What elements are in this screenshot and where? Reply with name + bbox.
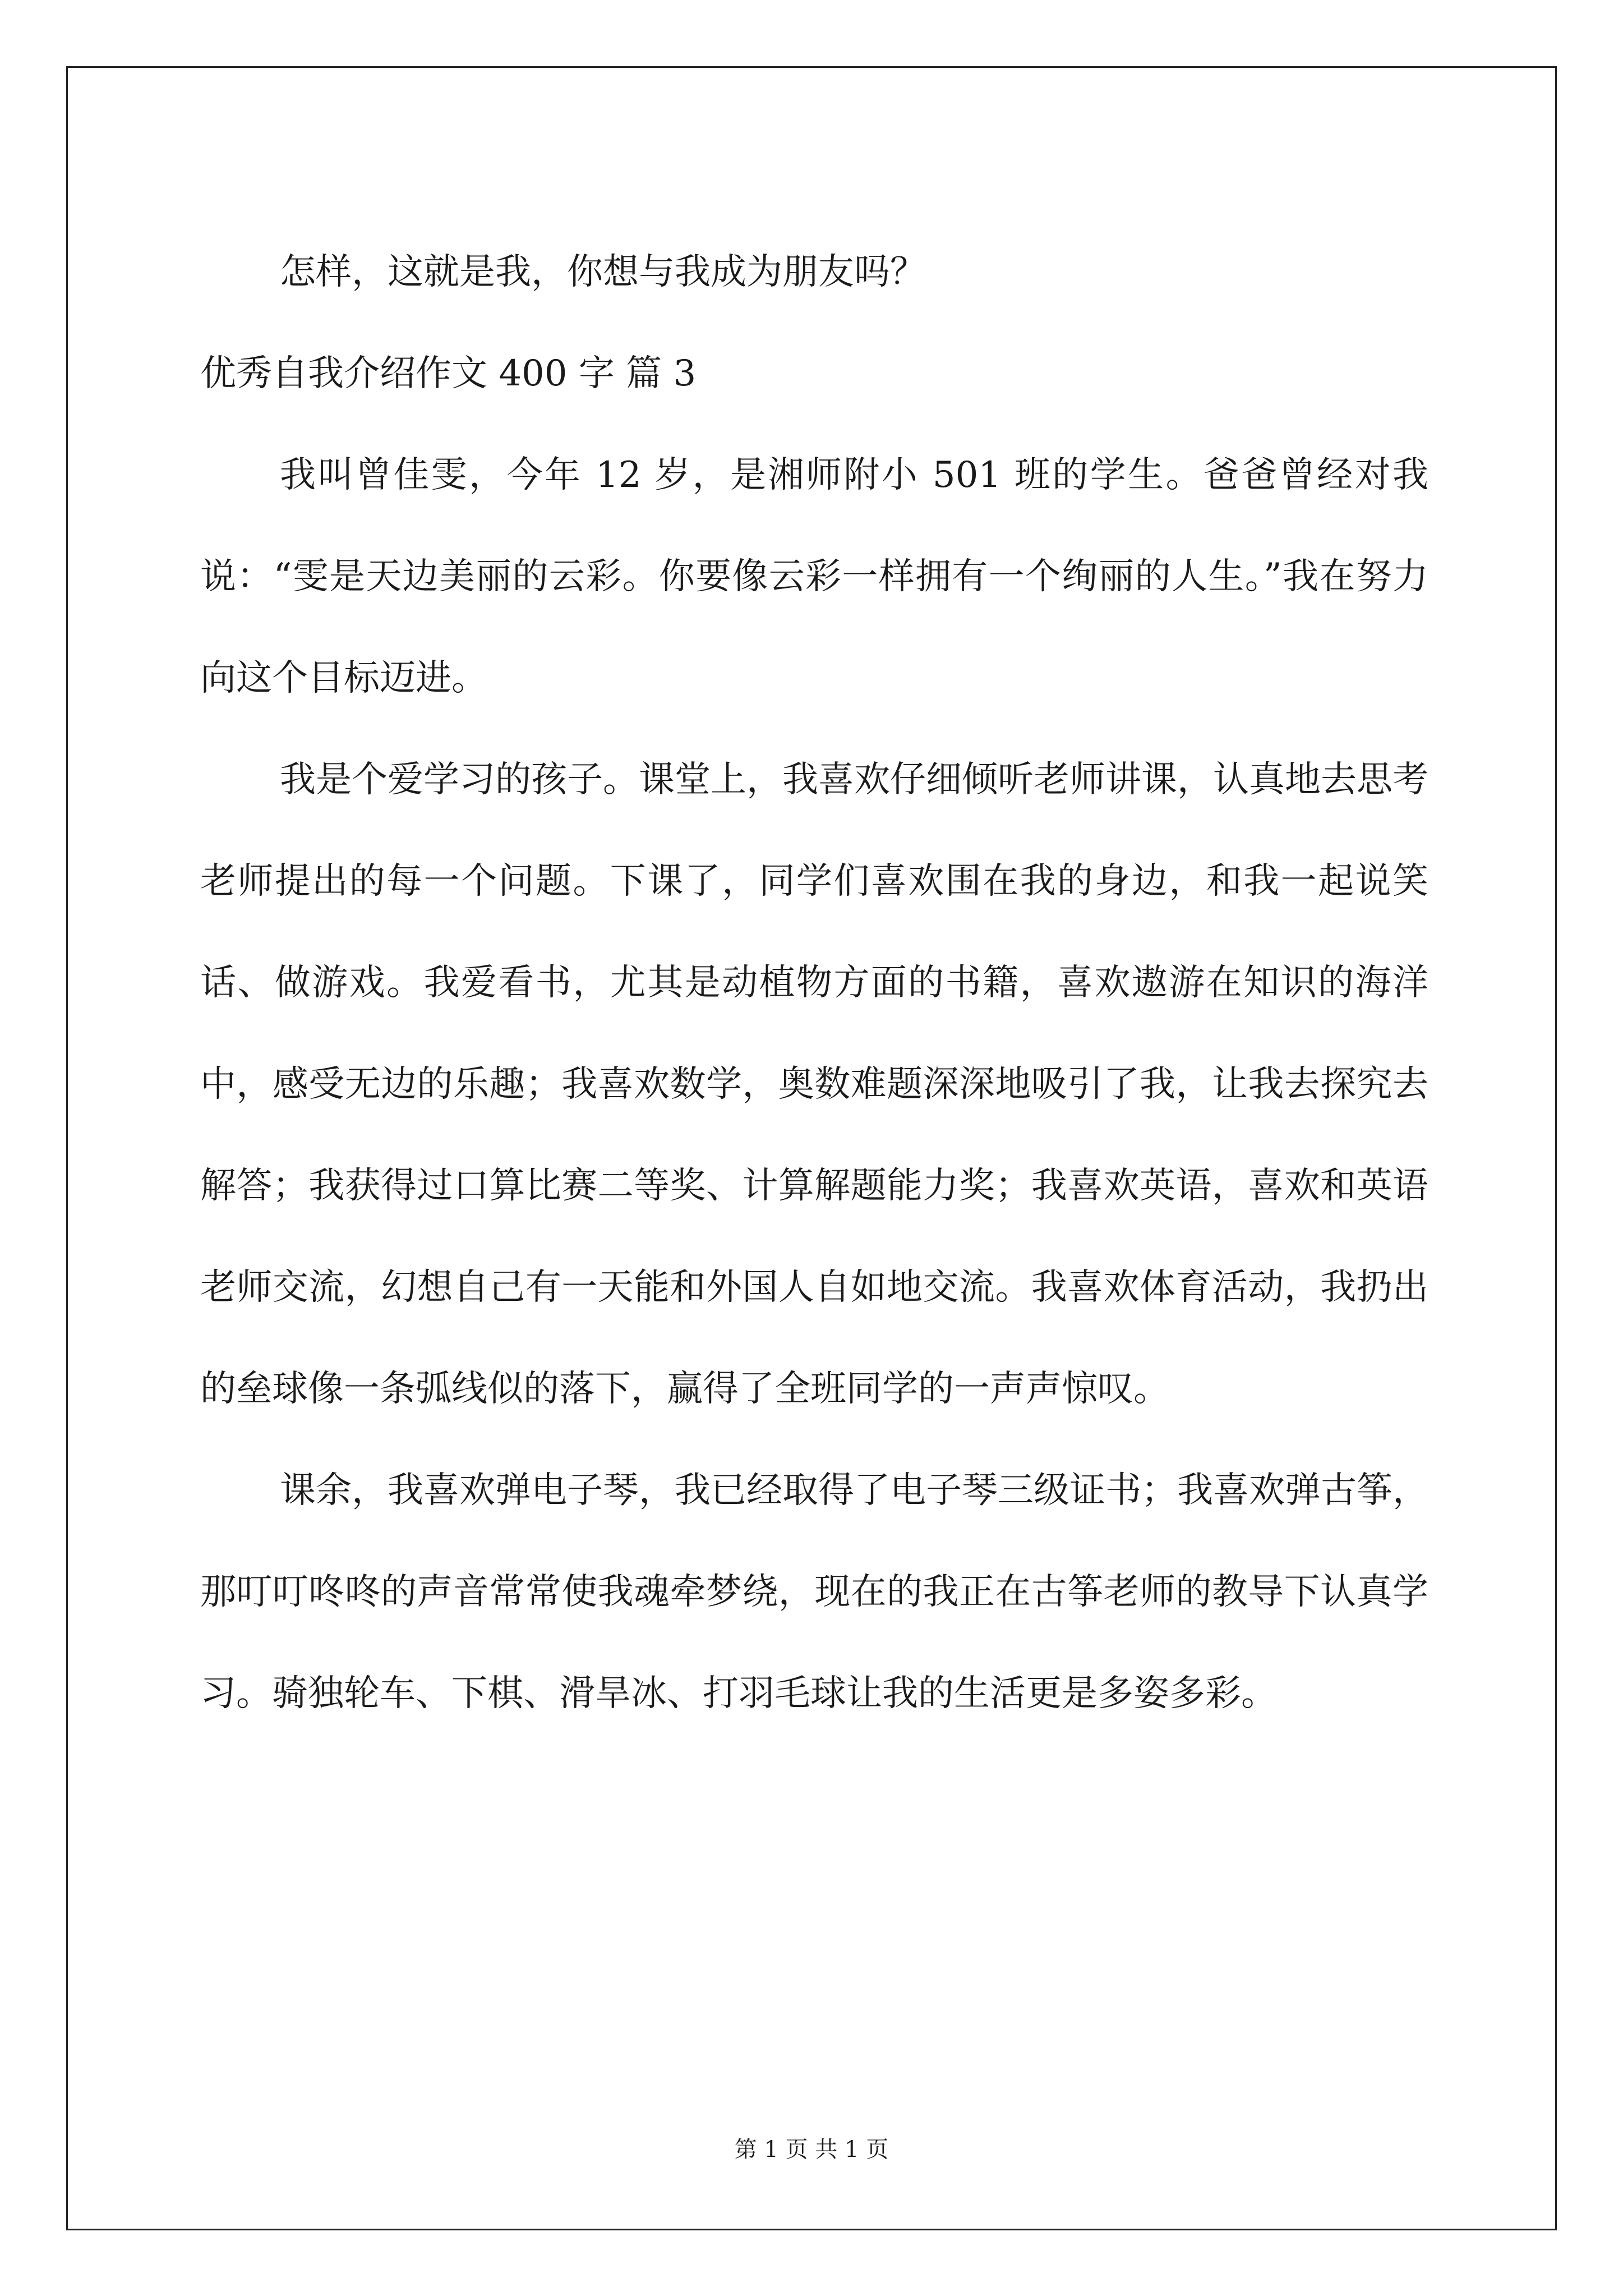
paragraph-closing: 怎样，这就是我，你想与我成为朋友吗？ (280, 251, 926, 293)
paragraph-intro: 我叫曾佳雯，今年 12 岁，是湘师附小 501 班的学生。爸爸曾经对我说：“雯是天边美丽的云彩。你要像云彩一样拥有一个绚丽的人生。”我在努力向这个目标迈进。 (200, 454, 1428, 699)
document-body (200, 222, 1428, 1745)
paragraph-study: 我是个爱学习的孩子。课堂上，我喜欢仔细倾听老师讲课，认真地去思考老师提出的每一个问题。下课了，同学们喜欢围在我的身边，和我一起说笑话、做游戏。我爱看书，尤其是动植物方面的书籍，喜欢遨游在知识的海洋中，感受无边的乐趣；我喜欢数学，奥数难题深深地吸引了我，让我去探究去解答；我获得过口算比赛二等奖、计算解题能力奖；我喜欢英语，喜欢和英语老师交流，幻想自己有一天能和外国人自如地交流。我喜欢体育活动，我扔出的垒球像一条弧线似的落下，赢得了全班同学的一声声惊叹。 (200, 759, 1428, 1410)
paragraph-hobbies: 课余，我喜欢弹电子琴，我已经取得了电子琴三级证书；我喜欢弹古筝，那叮叮咚咚的声音常常使我魂牵梦绕，现在的我正在古筝老师的教导下认真学习。骑独轮车、下棋、滑旱冰、打羽毛球让我的生活更是多姿多彩。 (200, 1470, 1428, 1714)
page-footer: 第 1 页 共 1 页 (734, 2137, 889, 2162)
section-heading: 优秀自我介绍作文 400 字 篇 3 (200, 353, 697, 394)
